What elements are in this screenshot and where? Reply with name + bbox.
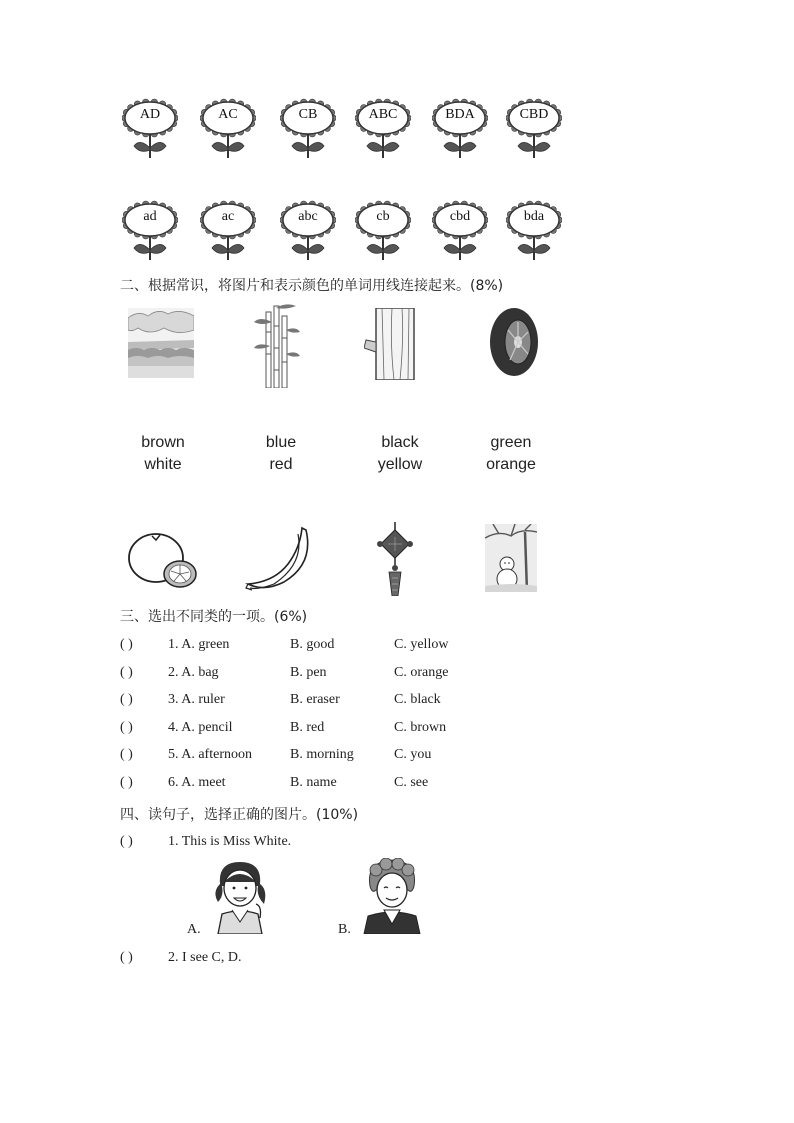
option-a: 5. A. afternoon: [168, 747, 252, 763]
color-word-brown[interactable]: brown: [141, 434, 185, 451]
flower-label: BDA: [445, 107, 475, 122]
flower-ac-flowers_row1[interactable]: [200, 98, 256, 160]
section-4-question-2: [120, 950, 520, 970]
flower-label: CBD: [519, 107, 549, 122]
color-word-black[interactable]: black: [381, 434, 419, 451]
flower-label: ac: [221, 209, 235, 224]
question-text: 2. I see C, D.: [168, 950, 242, 965]
question-text: 1. This is Miss White.: [168, 834, 292, 849]
flower-cbd-flowers_row2[interactable]: [432, 200, 488, 262]
color-word-orange[interactable]: orange: [486, 456, 536, 473]
option-c: C. you: [394, 747, 432, 763]
answer-bracket[interactable]: ( ): [120, 664, 133, 680]
section-4-question-1: [120, 834, 520, 854]
sea-clouds-picture: [128, 308, 194, 378]
flower-label: cbd: [449, 209, 471, 224]
girl-picture[interactable]: [212, 860, 270, 934]
flower-label: bda: [523, 209, 545, 224]
option-b-label: B.: [338, 922, 351, 937]
flower-label: CB: [298, 107, 318, 122]
flower-ad-flowers_row1[interactable]: [122, 98, 178, 160]
color-word-green[interactable]: green: [490, 434, 532, 451]
flower-bda-flowers_row1[interactable]: [432, 98, 488, 160]
bamboo-picture: [252, 302, 302, 388]
answer-bracket[interactable]: ( ): [120, 950, 133, 965]
color-word-blue[interactable]: blue: [265, 434, 297, 451]
option-c: C. black: [394, 692, 441, 708]
option-b: B. pen: [290, 664, 327, 680]
option-a: 2. A. bag: [168, 664, 219, 680]
chinese-knot-picture: [372, 522, 418, 596]
section-3-question-6: [120, 775, 520, 795]
section-3-question-3: [120, 692, 520, 712]
flower-cbd-flowers_row1[interactable]: [506, 98, 562, 160]
option-a: 1. A. green: [168, 637, 230, 652]
flower-ad-flowers_row2[interactable]: [122, 200, 178, 262]
option-c: C. brown: [394, 719, 447, 735]
option-b: B. eraser: [290, 692, 340, 708]
flower-label: ad: [143, 209, 157, 224]
option-c: C. see: [394, 775, 429, 790]
tree-trunk-picture: [364, 308, 420, 380]
section-3-title: 三、选出不同类的一项。(6%): [120, 609, 308, 625]
option-a: 3. A. ruler: [168, 692, 225, 708]
flower-bda-flowers_row2[interactable]: [506, 200, 562, 262]
flower-label: cb: [376, 209, 390, 224]
flower-label: ABC: [368, 107, 398, 122]
option-a-label: A.: [187, 922, 201, 937]
flower-cb-flowers_row1[interactable]: [280, 98, 336, 160]
tire-picture: [486, 306, 542, 378]
flower-ac-flowers_row2[interactable]: [200, 200, 256, 262]
section-3-question-1: [120, 637, 520, 657]
section-3-question-2: [120, 665, 520, 685]
snowman-picture: [485, 524, 537, 592]
answer-bracket[interactable]: ( ): [120, 834, 133, 849]
answer-bracket[interactable]: ( ): [120, 637, 133, 652]
option-b: B. name: [290, 775, 337, 790]
banana-picture: [244, 524, 314, 594]
section-4-title: 四、读句子，选择正确的图片。(10%): [120, 807, 359, 823]
option-a: 4. A. pencil: [168, 719, 233, 735]
flower-cb-flowers_row2[interactable]: [355, 200, 411, 262]
option-b: B. red: [290, 719, 325, 735]
color-word-white[interactable]: white: [144, 456, 182, 473]
option-c: C. orange: [394, 664, 449, 680]
orange-fruit-picture: [126, 530, 198, 590]
woman-picture[interactable]: [362, 858, 422, 934]
option-b: B. morning: [290, 747, 354, 763]
flower-abc-flowers_row2[interactable]: [280, 200, 336, 262]
option-c: C. yellow: [394, 637, 449, 652]
answer-bracket[interactable]: ( ): [120, 692, 133, 708]
flower-label: abc: [298, 209, 318, 224]
section-3-question-4: [120, 720, 520, 740]
color-word-yellow[interactable]: yellow: [377, 456, 423, 473]
option-b: B. good: [290, 637, 335, 652]
flower-abc-flowers_row1[interactable]: [355, 98, 411, 160]
option-a: 6. A. meet: [168, 775, 226, 790]
color-word-red[interactable]: red: [269, 456, 293, 473]
answer-bracket[interactable]: ( ): [120, 719, 133, 735]
answer-bracket[interactable]: ( ): [120, 747, 133, 763]
flower-label: AC: [218, 107, 238, 122]
flower-label: AD: [139, 107, 161, 122]
section-2-title: 二、根据常识，将图片和表示颜色的单词用线连接起来。(8%): [120, 278, 504, 294]
answer-bracket[interactable]: ( ): [120, 775, 133, 790]
section-3-question-5: [120, 747, 520, 767]
